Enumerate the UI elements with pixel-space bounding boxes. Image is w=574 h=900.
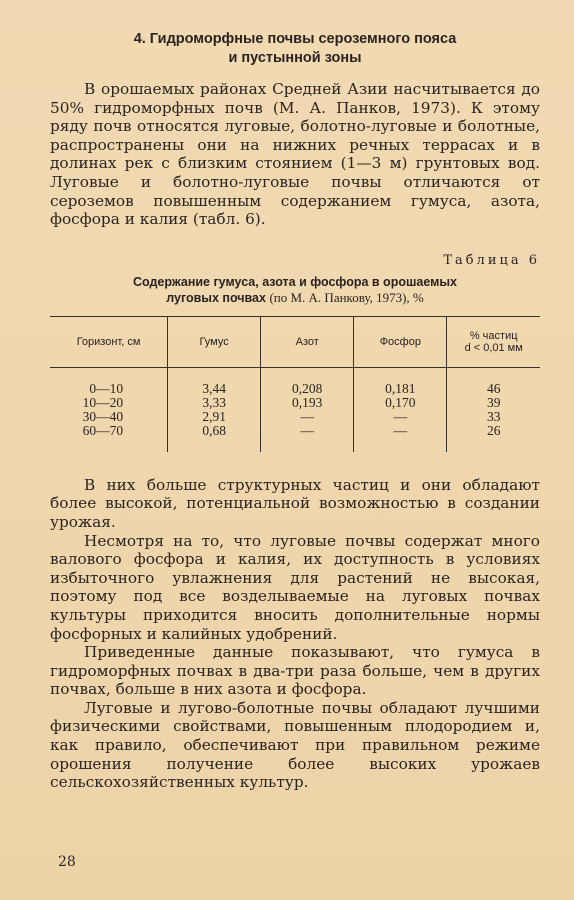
- cell-horizon: 60—70: [82, 422, 124, 438]
- cell-nitrogen: —: [261, 424, 354, 452]
- cell-phosphorus: —: [354, 410, 447, 424]
- cell-nitrogen: 0,208: [261, 382, 354, 396]
- paragraph-5: Луговые и лугово-болотные почвы обладают лучшими физическими свойствами, повышенным плодородием и, как правило, обеспечивают при правильном режиме орошения получение более высоких урожаев сельскохозяйственных культур.: [50, 698, 540, 792]
- header-phosphorus: Фосфор: [354, 316, 447, 367]
- cell-humus: 0,68: [168, 424, 261, 452]
- cell-nitrogen: —: [261, 410, 354, 424]
- cell-phosphorus: —: [354, 424, 447, 452]
- paragraph-1: В орошаемых районах Средней Азии насчитывается до 50% гидроморфных почв (М. А. Панков, 1973). К этому ряду почв относятся луговые, болотно-луговые и болотные, распространены они на нижних речных террасах и в долинах рек с близким стоянием (1—3 м) грунтовых вод. Луговые и болотно-луговые почвы отличаются от сероземов повышенным содержанием гумуса, азота, фосфора и калия (табл. 6).: [50, 80, 540, 229]
- header-particles-line-1: % частиц: [469, 329, 518, 342]
- table-row: [50, 424, 540, 452]
- cell-humus: 3,33: [168, 396, 261, 410]
- table-row: [50, 396, 540, 410]
- table-caption-line-1: Содержание гумуса, азота и фосфора в орошаемых: [133, 274, 457, 289]
- table-label: Таблица 6: [443, 252, 540, 268]
- table-caption: [50, 274, 540, 306]
- cell-horizon: 0—10: [89, 380, 124, 396]
- cell-horizon: 10—20: [82, 394, 124, 410]
- table-caption-source: (по М. А. Панкову, 1973), %: [269, 289, 424, 305]
- table-row: [50, 410, 540, 424]
- cell-nitrogen: 0,193: [261, 396, 354, 410]
- cell-phosphorus: 0,181: [354, 382, 447, 396]
- cell-particles: 46: [447, 382, 540, 396]
- header-horizon: Горизонт, см: [50, 316, 168, 367]
- paragraph-3: Несмотря на то, что луговые почвы содержат много валового фосфора и калия, их доступность в условиях избыточного увлажнения для растений не высокая, поэтому под все возделываемые на луговых почвах культуры приходится вносить дополнительные нормы фосфорных и калийных удобрений.: [50, 531, 540, 643]
- cell-particles: 33: [447, 410, 540, 424]
- page-number: 28: [58, 854, 76, 870]
- header-nitrogen: Азот: [261, 316, 354, 367]
- section-title-line-2: и пустынной зоны: [228, 50, 362, 66]
- section-title-line-1: 4. Гидроморфные почвы сероземного пояса: [133, 31, 457, 47]
- header-particles: [447, 316, 540, 367]
- header-humus: Гумус: [168, 316, 261, 367]
- text-after-table: [50, 476, 540, 792]
- cell-particles: 39: [447, 396, 540, 410]
- cell-particles: 26: [447, 424, 540, 452]
- cell-phosphorus: 0,170: [354, 396, 447, 410]
- cell-horizon: 30—40: [82, 408, 124, 424]
- table-row: [50, 382, 540, 396]
- cell-humus: 2,91: [168, 410, 261, 424]
- table-header-row: [50, 316, 540, 367]
- table-caption-line-2: луговых почвах: [166, 290, 266, 305]
- table-spacer-row: [50, 367, 540, 382]
- section-title: [50, 30, 540, 68]
- soil-composition-table: [50, 316, 540, 452]
- cell-humus: 3,44: [168, 382, 261, 396]
- paragraph-4: Приведенные данные показывают, что гумуса в гидроморфных почвах в два-три раза больше, чем в других почвах, больше в них азота и фосфора.: [50, 643, 540, 699]
- header-particles-line-2: d < 0,01 мм: [464, 341, 523, 354]
- paragraph-2: В них больше структурных частиц и они обладают более высокой, потенциальной возможностью в создании урожая.: [50, 475, 540, 531]
